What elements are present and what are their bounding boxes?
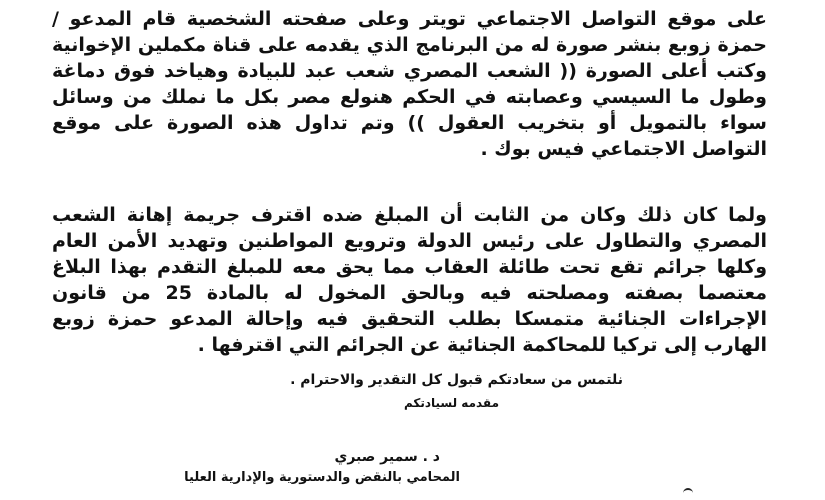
submitted-by-line: مقدمه لسيادتكم [403,396,499,410]
body-paragraph-2: ولما كان ذلك وكان من الثابت أن المبلغ ضده اقترف جريمة إهانة الشعب المصري والتطاول على رئيس الدولة وترويع المواطنين وتهديد الأمن العام وكلها جرائم تقع تحت طائلة العقاب مما يحق معه للمبلغ التقدم بهذا البلاغ معتصما بصفته ومصلحته فيه وبالحق المخول له بالمادة 25 من قانون الإجراءات الجنائية متمسكا بطلب التحقيق فيه وإحالة المدعو حمزة زوبع الهارب إلى تركيا للمحاكمة الجنائية عن الجرائم التي اقترفها . [52,204,767,356]
body-paragraph-1: على موقع التواصل الاجتماعي تويتر وعلى صفحته الشخصية قام المدعو / حمزة زوبع بنشر صورة له من البرنامج الذي يقدمه على قناة مكملين الإخوانية وكتب أعلى الصورة (( الشعب المصري شعب عبد للبيادة وهياخد فوق دماغة وطول ما السيسي وعصابته في الحكم هنولع مصر بكل ما نملك من وسائل سواء بالتمويل أو بتخريب العقول )) وتم تداول هذه الصورة على موقع التواصل الاجتماعي فيس بوك . [52,8,767,160]
closing-line: نلتمس من سعادتكم قبول كل التقدير والاحترام . [290,372,623,388]
signatory-title: المحامي بالنقض والدستورية والإدارية العليا [184,470,460,485]
scan-mark-icon [683,488,693,498]
signatory-name: د . سمير صبري [334,449,440,465]
